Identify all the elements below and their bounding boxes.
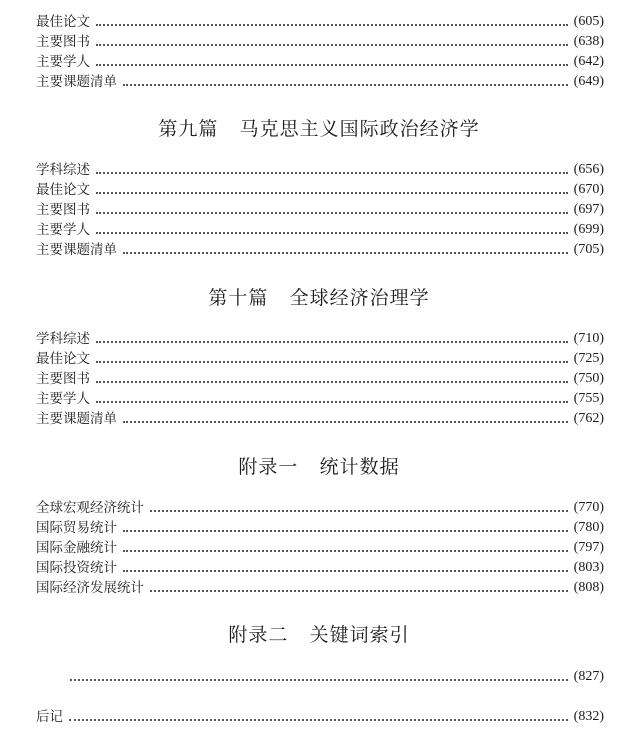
toc-entry-label: 国际经济发展统计	[36, 580, 144, 596]
dot-leader	[96, 24, 568, 26]
toc-entry[interactable]	[36, 12, 604, 32]
dot-leader	[96, 172, 568, 174]
toc-entry-label: 学科综述	[36, 162, 90, 178]
toc-entry-page: (770)	[573, 500, 604, 515]
toc-entry[interactable]	[36, 409, 604, 429]
toc-entry-page: (750)	[573, 371, 604, 386]
dot-leader	[96, 401, 568, 403]
toc-entry-postscript[interactable]	[36, 707, 604, 727]
toc-entry-page: (832)	[573, 709, 604, 724]
toc-entry-label: 主要学人	[36, 391, 90, 407]
toc-entry-label: 主要学人	[36, 222, 90, 238]
dot-leader	[150, 590, 568, 592]
dot-leader	[123, 421, 568, 423]
section-heading	[0, 453, 638, 481]
dot-leader	[96, 361, 568, 363]
dot-leader	[123, 252, 568, 254]
toc-entry[interactable]	[36, 369, 604, 389]
section-heading-name: 全球经济治理学	[289, 287, 430, 309]
toc-entry-page: (656)	[573, 162, 604, 177]
toc-entry-label: 国际贸易统计	[36, 520, 117, 536]
toc-entry[interactable]	[36, 329, 604, 349]
toc-entry[interactable]	[36, 72, 604, 92]
section-heading-name: 关键词索引	[309, 624, 410, 646]
dot-leader	[96, 192, 568, 194]
toc-entry-page: (710)	[573, 331, 604, 346]
section-heading	[0, 115, 638, 143]
toc-entry-label: 主要图书	[36, 371, 90, 387]
toc-entry-page: (697)	[573, 202, 604, 217]
toc-entry-label: 全球宏观经济统计	[36, 500, 144, 516]
toc-entry[interactable]	[36, 349, 604, 369]
toc-entry[interactable]	[36, 498, 604, 518]
toc-entry[interactable]	[36, 389, 604, 409]
toc-entry-page: (803)	[573, 560, 604, 575]
section-heading-part: 附录一	[238, 456, 299, 478]
toc-entry-page: (605)	[573, 14, 604, 29]
section-heading-name: 统计数据	[319, 456, 400, 478]
toc-entry-label: 学科综述	[36, 331, 90, 347]
dot-leader	[123, 84, 568, 86]
dot-leader	[96, 381, 568, 383]
dot-leader	[123, 570, 568, 572]
toc-entry-label: 主要课题清单	[36, 74, 117, 90]
toc-entry-label: 主要课题清单	[36, 242, 117, 258]
toc-entry-label: 主要课题清单	[36, 411, 117, 427]
toc-entry[interactable]	[36, 558, 604, 578]
toc-entry-page: (705)	[573, 242, 604, 257]
toc-entry-page: (699)	[573, 222, 604, 237]
toc-entry-label: 国际金融统计	[36, 540, 117, 556]
dot-leader	[123, 530, 568, 532]
dot-leader	[96, 44, 568, 46]
section-heading-part: 附录二	[228, 624, 289, 646]
toc-entry[interactable]	[36, 220, 604, 240]
toc-entry-page: (649)	[573, 74, 604, 89]
toc-entry-label: 最佳论文	[36, 351, 90, 367]
toc-entry-page: (638)	[573, 34, 604, 49]
toc-entry-label: 主要学人	[36, 54, 90, 70]
toc-entry-label: 国际投资统计	[36, 560, 117, 576]
toc-entry-page: (780)	[573, 520, 604, 535]
toc-entry-page: (725)	[573, 351, 604, 366]
toc-entry-label: 主要图书	[36, 202, 90, 218]
toc-entry-label: 主要图书	[36, 34, 90, 50]
toc-entry[interactable]	[36, 240, 604, 260]
toc-entry[interactable]	[36, 518, 604, 538]
dot-leader	[96, 64, 568, 66]
toc-entry-page: (762)	[573, 411, 604, 426]
toc-entry[interactable]	[36, 32, 604, 52]
section-heading-name: 马克思主义国际政治经济学	[239, 118, 480, 140]
toc-entry-page: (827)	[573, 669, 604, 684]
toc-entry-label: 最佳论文	[36, 182, 90, 198]
toc-entry[interactable]	[36, 180, 604, 200]
dot-leader	[150, 510, 568, 512]
dot-leader	[96, 341, 568, 343]
dot-leader	[123, 550, 568, 552]
dot-leader	[70, 679, 568, 681]
toc-entry[interactable]	[36, 52, 604, 72]
toc-entry-label: 最佳论文	[36, 14, 90, 30]
section-heading	[0, 621, 638, 649]
dot-leader	[96, 212, 568, 214]
toc-entry-page: (642)	[573, 54, 604, 69]
toc-entry-page: (670)	[573, 182, 604, 197]
toc-entry[interactable]	[36, 538, 604, 558]
dot-leader	[96, 232, 568, 234]
section-heading-part: 第九篇	[158, 118, 219, 140]
section-heading-part: 第十篇	[208, 287, 269, 309]
toc-entry[interactable]	[36, 667, 604, 687]
dot-leader	[69, 719, 568, 721]
toc-entry[interactable]	[36, 160, 604, 180]
toc-entry-page: (808)	[573, 580, 604, 595]
toc-entry-page: (797)	[573, 540, 604, 555]
section-heading	[0, 284, 638, 312]
toc-entry[interactable]	[36, 200, 604, 220]
toc-entry[interactable]	[36, 578, 604, 598]
toc-entry-label: 后记	[36, 709, 63, 725]
toc-entry-page: (755)	[573, 391, 604, 406]
